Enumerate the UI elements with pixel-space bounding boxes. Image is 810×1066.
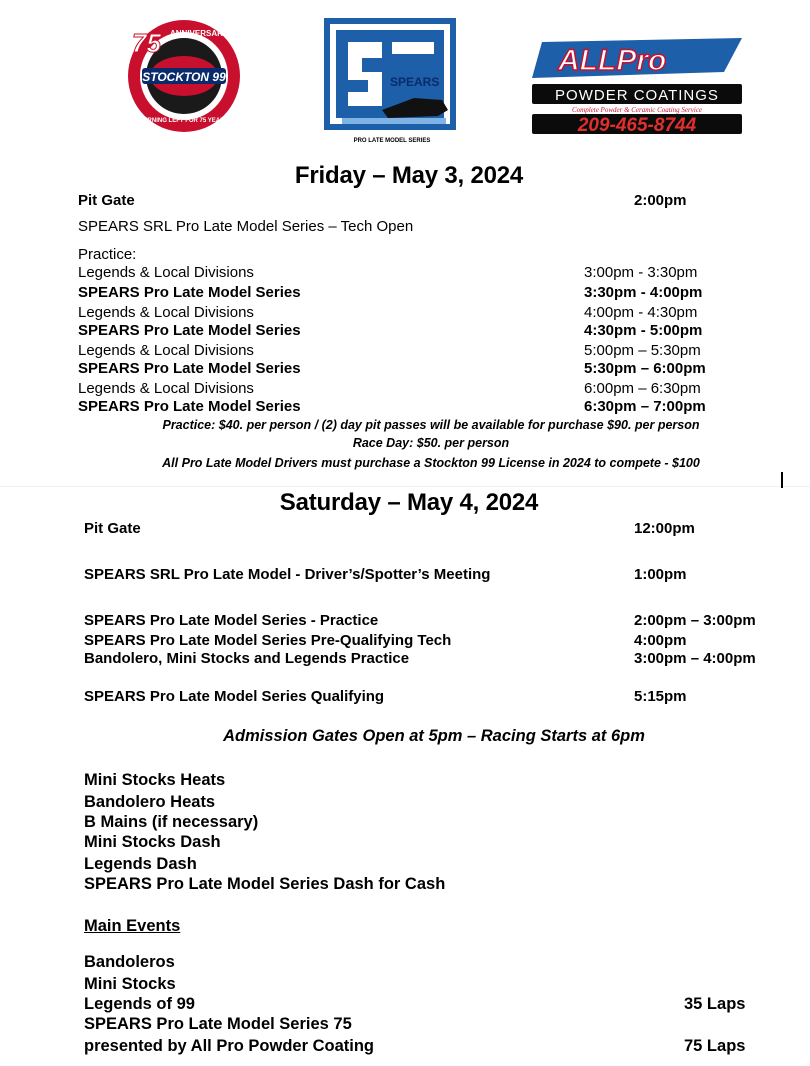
heat-item: Legends Dash (84, 855, 197, 873)
schedule-row-label: SPEARS Pro Late Model Series Qualifying (84, 688, 385, 705)
practice-row-time: 4:00pm - 4:30pm (584, 304, 698, 321)
spears-pro-late-model-logo (322, 14, 462, 146)
practice-row-label: SPEARS Pro Late Model Series (78, 360, 301, 377)
practice-row-label: SPEARS Pro Late Model Series (78, 322, 301, 339)
heat-item: B Mains (if necessary) (84, 813, 259, 831)
schedule-row-time: 12:00pm (634, 520, 695, 537)
schedule-row-time: 2:00pm – 3:00pm (634, 612, 756, 629)
schedule-row-time: 3:00pm – 4:00pm (634, 650, 756, 667)
schedule-row-label: Bandolero, Mini Stocks and Legends Practice (84, 650, 410, 667)
main-events-heading: Main Events (84, 917, 181, 935)
practice-row-time: 6:30pm – 7:00pm (584, 398, 706, 415)
spears-logo-caption: PRO LATE MODEL SERIES (353, 138, 431, 144)
practice-row-time: 5:30pm – 6:00pm (584, 360, 706, 377)
practice-row-time: 3:30pm - 4:00pm (584, 284, 703, 301)
schedule-row-label: SPEARS Pro Late Model Series Pre-Qualifying Tech (84, 632, 452, 649)
practice-row-label: Legends & Local Divisions (78, 304, 254, 321)
practice-row-time: 5:00pm – 5:30pm (584, 342, 701, 359)
allpro-logo-phone: 209-465-8744 (577, 115, 697, 136)
all-pro-powder-coatings-logo (528, 36, 746, 138)
friday-practice-label: Practice: (78, 246, 137, 263)
practice-row-time: 3:00pm - 3:30pm (584, 264, 698, 281)
stockton-logo-ring-bottom: TURNING LEFT FOR 75 YEARS (139, 118, 229, 124)
friday-note-race-day-pricing: Race Day: $50. per person (352, 436, 510, 450)
section-divider (0, 486, 810, 487)
main-event-label: presented by All Pro Powder Coating (84, 1037, 375, 1055)
heat-item: Mini Stocks Heats (84, 771, 226, 789)
main-event-label: Bandoleros (84, 953, 175, 971)
heat-item: Mini Stocks Dash (84, 833, 221, 851)
spears-logo-letters: SPEARS (390, 75, 440, 89)
practice-row-time: 6:00pm – 6:30pm (584, 380, 701, 397)
stockton-logo-75: 75 (132, 28, 161, 58)
friday-tech-open: SPEARS SRL Pro Late Model Series – Tech Open (78, 218, 414, 235)
main-event-label: SPEARS Pro Late Model Series 75 (84, 1015, 352, 1033)
allpro-logo-line1: POWDER COATINGS (555, 87, 719, 104)
saturday-title: Saturday – May 4, 2024 (279, 489, 539, 516)
main-event-label: Legends of 99 (84, 995, 195, 1013)
friday-pit-gate-label: Pit Gate (78, 192, 135, 209)
friday-title: Friday – May 3, 2024 (294, 162, 524, 189)
schedule-row-label: SPEARS SRL Pro Late Model - Driver’s/Spotter’s Meeting (84, 566, 491, 583)
practice-row-label: SPEARS Pro Late Model Series (78, 284, 301, 301)
stockton-logo-ring-top: ANNIVERSARY (170, 29, 228, 38)
practice-row-label: Legends & Local Divisions (78, 380, 254, 397)
schedule-row-label: Pit Gate (84, 520, 141, 537)
schedule-row-time: 4:00pm (634, 632, 687, 649)
allpro-logo-name: ALLPro (558, 44, 667, 77)
main-event-label: Mini Stocks (84, 975, 176, 993)
practice-row-label: Legends & Local Divisions (78, 264, 254, 281)
practice-row-label: SPEARS Pro Late Model Series (78, 398, 301, 415)
practice-row-time: 4:30pm - 5:00pm (584, 322, 703, 339)
stockton-logo-center: STOCKTON 99 (142, 70, 226, 84)
friday-pit-gate-time: 2:00pm (634, 192, 687, 209)
schedule-row-time: 1:00pm (634, 566, 687, 583)
main-event-laps: 35 Laps (684, 995, 746, 1013)
friday-note-practice-pricing: Practice: $40. per person / (2) day pit passes will be available for purchase $90. per person (162, 418, 700, 432)
friday-note-license: All Pro Late Model Drivers must purchase a Stockton 99 License in 2024 to compete - $100 (162, 456, 700, 470)
allpro-logo-line2: Complete Powder & Ceramic Coating Service (571, 106, 703, 114)
main-event-laps: 75 Laps (684, 1037, 746, 1055)
heat-item: SPEARS Pro Late Model Series Dash for Cash (84, 875, 446, 893)
text-cursor (781, 472, 783, 488)
heat-item: Bandolero Heats (84, 793, 216, 811)
stockton-99-anniversary-logo (112, 14, 252, 136)
schedule-row-time: 5:15pm (634, 688, 687, 705)
admission-gates-banner: Admission Gates Open at 5pm – Racing Starts at 6pm (223, 727, 645, 745)
schedule-row-label: SPEARS Pro Late Model Series - Practice (84, 612, 379, 629)
practice-row-label: Legends & Local Divisions (78, 342, 254, 359)
